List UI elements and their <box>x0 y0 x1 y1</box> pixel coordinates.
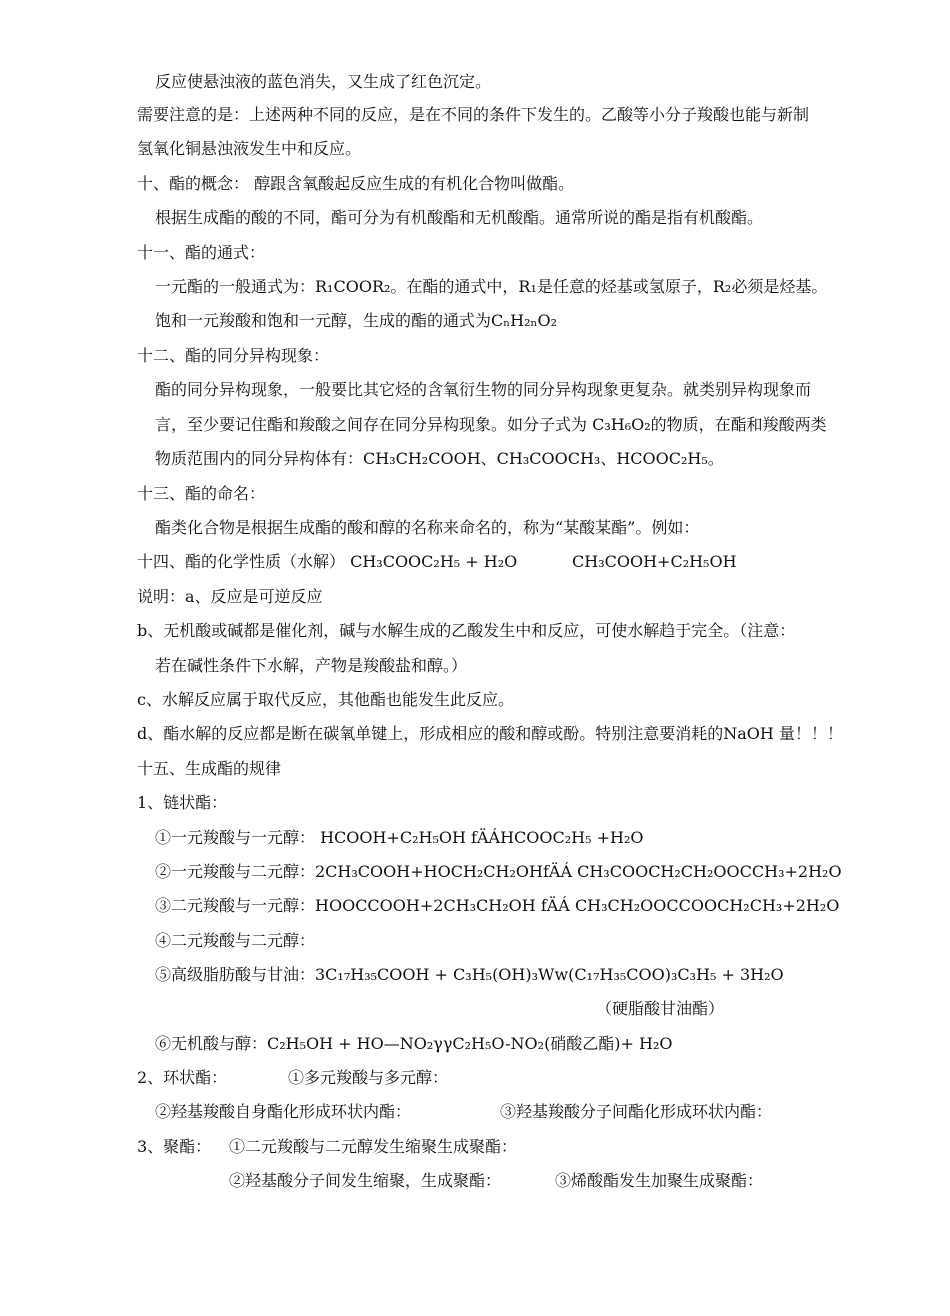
section-heading: 十四、酯的化学性质（水解） CH₃COOC₂H₅ + H₂O <box>137 552 518 571</box>
reaction-line: ⑤高级脂肪酸与甘油：3C₁₇H₃₅COOH + C₃H₅(OH)₃Ww(C₁₇H₃₅COO)₃C₃H₅ + 3H₂O <box>155 965 784 984</box>
text-line: 需要注意的是：上述两种不同的反应，是在不同的条件下发生的。乙酸等小分子羧酸也能与新制 <box>137 105 810 124</box>
text-line: 物质范围内的同分异构体有：CH₃CH₂COOH、CH₃COOCH₃、HCOOC₂H₅。 <box>155 449 724 468</box>
text-line: 酯类化合物是根据生成酯的酸和醇的名称来命名的，称为“某酸某酯”。例如： <box>155 518 700 537</box>
reaction-line: ②一元羧酸与二元醇：2CH₃COOH+HOCH₂CH₂OHfÄÁ CH₃COOCH₂CH₂OOCCH₃+2H₂O <box>155 862 842 881</box>
text-line: 言，至少要记住酯和羧酸之间存在同分异构现象。如分子式为 C₃H₆O₂的物质，在酯和羧酸两类 <box>155 415 827 434</box>
text-line: b、无机酸或碱都是催化剂，碱与水解生成的乙酸发生中和反应，可使水解趋于完全。（注意： <box>137 621 796 640</box>
text-line: ③羟基羧酸分子间酯化形成环状内酯： <box>500 1102 773 1121</box>
reaction-line: ①一元羧酸与一元醇： HCOOH+C₂H₅OH fÄÁHCOOC₂H₅ +H₂O <box>155 828 644 847</box>
text-line: d、酯水解的反应都是断在碳氧单键上，形成相应的酸和醇或酚。特别注意要消耗的NaOH 量！！！ <box>137 724 843 743</box>
sub-heading: 1、链状酯： <box>137 793 228 812</box>
section-heading: 十五、生成酯的规律 <box>137 759 282 778</box>
reaction-line: ⑥无机酸与醇：C₂H₅OH + HO—NO₂γγC₂H₅O-NO₂(硝酸乙酯)+ H₂O <box>155 1034 673 1053</box>
text-line: ②羟基酸分子间发生缩聚，生成聚酯： <box>229 1171 502 1190</box>
text-line: 反应使悬浊液的蓝色消失，又生成了红色沉定。 <box>155 72 492 91</box>
section-heading: 十一、酯的通式： <box>137 243 266 262</box>
product-name: （硬脂酸甘油酯） <box>596 999 725 1018</box>
text-line: 根据生成酯的酸的不同，酯可分为有机酸酯和无机酸酯。通常所说的酯是指有机酸酯。 <box>155 208 764 227</box>
reaction-product: CH₃COOH+C₂H₅OH <box>572 552 737 571</box>
reaction-line: ③二元羧酸与一元醇：HOOCCOOH+2CH₃CH₂OH fÄÁ CH₃CH₂OOCCOOCH₂CH₃+2H₂O <box>155 896 840 915</box>
text-line: ①多元羧酸与多元醇： <box>288 1068 449 1087</box>
text-line: ①二元羧酸与二元醇发生缩聚生成聚酯： <box>229 1137 518 1156</box>
text-line: 若在碱性条件下水解，产物是羧酸盐和醇。） <box>155 656 468 675</box>
text-line: 说明：a、反应是可逆反应 <box>137 587 323 606</box>
text-line: ③烯酸酯发生加聚生成聚酯： <box>555 1171 764 1190</box>
section-heading: 十三、酯的命名： <box>137 484 266 503</box>
sub-heading: 2、环状酯： <box>137 1068 228 1087</box>
text-line: 饱和一元羧酸和饱和一元醇，生成的酯的通式为CₙH₂ₙO₂ <box>155 311 557 330</box>
text-line: c、水解反应属于取代反应，其他酯也能发生此反应。 <box>137 690 514 709</box>
text-line: ②羟基羧酸自身酯化形成环状内酯： <box>155 1102 412 1121</box>
reaction-line: ④二元羧酸与二元醇： <box>155 931 316 950</box>
section-heading: 十二、酯的同分异构现象： <box>137 346 330 365</box>
sub-heading: 3、聚酯： <box>137 1137 212 1156</box>
section-heading: 十、酯的概念： 醇跟含氧酸起反应生成的有机化合物叫做酯。 <box>137 174 575 193</box>
text-line: 一元酯的一般通式为：R₁COOR₂。在酯的通式中，R₁是任意的烃基或氢原子，R₂必须是烃基。 <box>155 277 828 296</box>
text-line: 酯的同分异构现象，一般要比其它烃的含氧衍生物的同分异构现象更复杂。就类别异构现象而 <box>155 380 812 399</box>
text-line: 氢氧化铜悬浊液发生中和反应。 <box>137 139 362 158</box>
